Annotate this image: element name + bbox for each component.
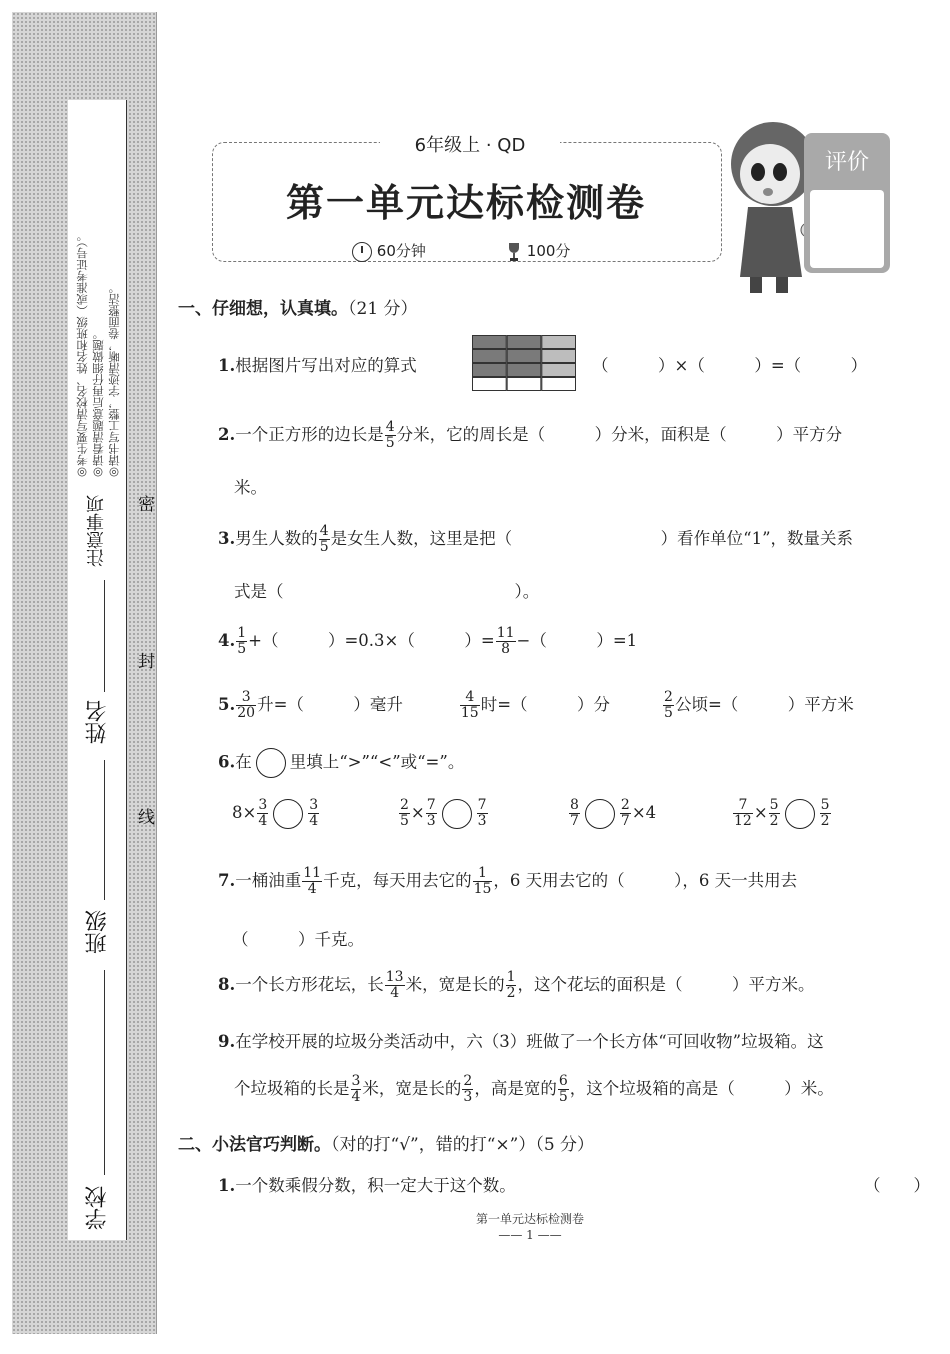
grid-cell bbox=[473, 378, 507, 391]
line bbox=[104, 580, 105, 692]
section-1-points: （21 分） bbox=[348, 299, 418, 319]
compare-item-4 bbox=[732, 798, 832, 829]
grid-cell bbox=[473, 364, 507, 377]
answer-blank[interactable]: ，6 天用去它的（ ），6 天一共用去 bbox=[493, 871, 798, 890]
seal-mi: 密 bbox=[134, 495, 154, 512]
question-3-cont[interactable]: 式是（ ）。 bbox=[234, 582, 540, 601]
numerator: 1 bbox=[237, 625, 247, 641]
compare-circle[interactable] bbox=[442, 799, 472, 829]
fraction bbox=[385, 970, 405, 1001]
denominator: 12 bbox=[734, 813, 752, 829]
fraction bbox=[769, 798, 780, 829]
notice-item: ◎考生要写清校名、姓名和班级（或准考证号）。 bbox=[75, 230, 89, 480]
compare-circle[interactable] bbox=[273, 799, 303, 829]
judge-1-blank[interactable]: （ ） bbox=[864, 1176, 930, 1195]
numerator: 1 bbox=[506, 969, 516, 985]
denominator: 7 bbox=[570, 813, 579, 829]
text: 在 bbox=[235, 752, 252, 772]
question-number: 9. bbox=[218, 1032, 236, 1051]
denominator: 5 bbox=[319, 539, 329, 555]
fraction bbox=[462, 1074, 473, 1105]
fraction bbox=[663, 690, 674, 721]
section-2-heading bbox=[178, 1130, 594, 1155]
compare-item-1 bbox=[232, 798, 320, 829]
denominator: 5 bbox=[237, 641, 247, 657]
denominator: 2 bbox=[820, 813, 830, 829]
notice-item: ◎请书写工整，字迹清晰，卷面整洁。 bbox=[107, 282, 121, 480]
text: 一桶油重 bbox=[235, 871, 302, 890]
numerator: 3 bbox=[236, 690, 256, 706]
numerator: 11 bbox=[496, 625, 515, 641]
question-number: 1. bbox=[218, 356, 236, 375]
notice-item: ◎请看清题意后再仔细做题。 bbox=[91, 328, 105, 480]
evaluation-field[interactable] bbox=[810, 190, 884, 268]
question-7-cont[interactable]: （ ）千克。 bbox=[232, 930, 364, 949]
fraction bbox=[236, 626, 247, 657]
numerator: 3 bbox=[258, 797, 268, 813]
fraction bbox=[460, 690, 480, 721]
numerator: 5 bbox=[769, 797, 779, 813]
fraction bbox=[473, 866, 493, 897]
score-text: 100分 bbox=[526, 242, 571, 260]
numerator: 4 bbox=[319, 523, 329, 539]
page-number: —— 1 —— bbox=[498, 1228, 562, 1242]
answer-blank[interactable]: ，这个花坛的面积是（ ）平方米。 bbox=[517, 975, 815, 994]
question-8 bbox=[218, 970, 814, 1001]
denominator: 15 bbox=[473, 881, 492, 897]
question-number: 1. bbox=[218, 1176, 236, 1195]
fraction bbox=[569, 798, 580, 829]
question-7 bbox=[218, 866, 797, 897]
numerator: 2 bbox=[400, 797, 409, 813]
denominator: 8 bbox=[501, 641, 511, 657]
fraction bbox=[236, 690, 256, 721]
text: 一个正方形的边长是 bbox=[235, 425, 384, 444]
question-9 bbox=[218, 1028, 824, 1052]
grid-cell bbox=[542, 364, 576, 377]
fraction bbox=[733, 798, 753, 829]
section-1-heading bbox=[178, 294, 418, 319]
denominator: 4 bbox=[307, 881, 317, 897]
text: 男生人数的 bbox=[235, 529, 318, 548]
compare-item-2 bbox=[398, 798, 489, 829]
numerator: 11 bbox=[303, 865, 322, 881]
numerator: 2 bbox=[664, 689, 673, 705]
numerator: 13 bbox=[385, 969, 404, 985]
seal-feng: 封 bbox=[134, 652, 154, 669]
grid-cell bbox=[542, 378, 576, 391]
time-text: 60分钟 bbox=[376, 242, 426, 260]
numerator: 1 bbox=[473, 866, 493, 882]
numerator: 3 bbox=[351, 1073, 361, 1089]
numerator: 5 bbox=[820, 797, 830, 813]
grid-cell bbox=[542, 336, 576, 349]
answer-blank[interactable]: −（ ）=1 bbox=[516, 631, 638, 650]
grid-cell bbox=[507, 336, 541, 349]
numerator: 4 bbox=[385, 419, 395, 435]
question-text: 根据图片写出对应的算式 bbox=[235, 356, 417, 375]
stopwatch-icon bbox=[352, 242, 372, 262]
denominator: 4 bbox=[390, 985, 400, 1001]
question-number: 5. bbox=[218, 695, 236, 714]
grade-label: 6年级上 · QD bbox=[380, 133, 560, 159]
section-2-title: 二、小法官巧判断。 bbox=[178, 1135, 331, 1155]
answer-blank[interactable]: ，这个垃圾箱的高是（ ）米。 bbox=[569, 1079, 834, 1098]
compare-circle-icon bbox=[256, 748, 286, 778]
grid-cell bbox=[473, 350, 507, 363]
text: 个垃圾箱的长是 bbox=[234, 1079, 350, 1098]
name-line[interactable] bbox=[104, 760, 105, 900]
fraction bbox=[820, 798, 831, 829]
section-2-points: （对的打“√”，错的打“×”）（5 分） bbox=[331, 1135, 595, 1155]
question-2 bbox=[218, 420, 842, 451]
text: 一个长方形花坛，长 bbox=[235, 975, 384, 994]
grid-cell bbox=[473, 336, 507, 349]
question-number: 3. bbox=[218, 529, 236, 548]
fraction bbox=[302, 866, 322, 897]
question-6 bbox=[218, 748, 464, 778]
numerator: 7 bbox=[426, 797, 436, 813]
answer-blank[interactable]: 升=（ ）毫升 bbox=[257, 695, 403, 714]
denominator: 20 bbox=[237, 705, 256, 721]
denominator: 5 bbox=[400, 813, 409, 829]
compare-item-3 bbox=[568, 798, 656, 829]
denominator: 4 bbox=[258, 813, 268, 829]
denominator: 5 bbox=[558, 1089, 568, 1105]
denominator: 5 bbox=[385, 435, 395, 451]
denominator: 7 bbox=[620, 813, 630, 829]
grid-cell bbox=[507, 364, 541, 377]
question-5 bbox=[218, 690, 854, 721]
fraction bbox=[385, 420, 396, 451]
judge-1 bbox=[218, 1172, 516, 1196]
text: × bbox=[410, 803, 425, 822]
denominator: 15 bbox=[460, 705, 479, 721]
fraction bbox=[257, 798, 268, 829]
notice-list bbox=[74, 150, 122, 480]
question-1-blanks[interactable]: （ ）×（ ）=（ ） bbox=[592, 356, 868, 375]
fraction bbox=[399, 798, 410, 829]
school-label: 学校 bbox=[85, 1186, 110, 1230]
question-1 bbox=[218, 352, 417, 376]
question-number: 6. bbox=[218, 752, 236, 772]
numerator: 2 bbox=[463, 1073, 473, 1089]
question-2-cont: 米。 bbox=[234, 478, 267, 497]
section-1-title: 一、仔细想，认真填。 bbox=[178, 299, 348, 319]
text: 米，宽是长的 bbox=[362, 1079, 462, 1098]
question-text: 一个数乘假分数，积一定大于这个数。 bbox=[235, 1176, 516, 1195]
text: ，高是宽的 bbox=[474, 1079, 557, 1098]
text: 8× bbox=[232, 803, 257, 822]
answer-blank[interactable]: 分米，它的周长是（ ）分米，面积是（ ）平方分 bbox=[396, 425, 843, 444]
numerator: 6 bbox=[558, 1073, 568, 1089]
text: ×4 bbox=[631, 803, 657, 822]
notice-title: 注意事项 bbox=[86, 495, 107, 567]
grid-cell bbox=[542, 350, 576, 363]
grid-cell bbox=[507, 378, 541, 391]
cartoon-girl-illustration bbox=[718, 112, 818, 297]
footer-title: 第一单元达标检测卷 bbox=[475, 1212, 584, 1226]
denominator: 3 bbox=[426, 813, 436, 829]
denominator: 4 bbox=[309, 813, 319, 829]
denominator: 2 bbox=[506, 985, 516, 1001]
fraction bbox=[620, 798, 631, 829]
text: × bbox=[753, 803, 768, 822]
panel-border bbox=[126, 100, 127, 1240]
answer-blank[interactable]: +（ ）=0.3×（ ）= bbox=[248, 631, 495, 650]
fraction-grid-figure bbox=[472, 335, 576, 391]
denominator: 4 bbox=[351, 1089, 361, 1105]
answer-blank[interactable]: 公顷=（ ）平方米 bbox=[674, 695, 854, 714]
fraction bbox=[558, 1074, 569, 1105]
fraction bbox=[477, 798, 488, 829]
question-9-cont bbox=[234, 1074, 834, 1105]
denominator: 3 bbox=[463, 1089, 473, 1105]
numerator: 7 bbox=[477, 797, 487, 813]
numerator: 3 bbox=[309, 797, 319, 813]
text: 千克，每天用去它的 bbox=[323, 871, 472, 890]
class-line[interactable] bbox=[104, 970, 105, 1175]
text: 里填上“>”“<”或“=”。 bbox=[289, 752, 465, 772]
answer-blank[interactable]: 是女生人数，这里是把（ ）看作单位“1”，数量关系 bbox=[330, 529, 854, 548]
fraction bbox=[426, 798, 437, 829]
text: 米，宽是长的 bbox=[405, 975, 505, 994]
fraction bbox=[308, 798, 319, 829]
page-title: 第一单元达标检测卷 bbox=[285, 180, 646, 225]
numerator: 2 bbox=[620, 797, 630, 813]
question-number: 2. bbox=[218, 425, 236, 444]
compare-circle[interactable] bbox=[585, 799, 615, 829]
answer-blank[interactable]: 时=（ ）分 bbox=[480, 695, 611, 714]
question-number: 4. bbox=[218, 631, 236, 650]
denominator: 3 bbox=[477, 813, 487, 829]
question-3 bbox=[218, 524, 853, 555]
fraction bbox=[496, 626, 516, 657]
fraction bbox=[506, 970, 517, 1001]
evaluation-label: 评价 bbox=[824, 150, 869, 175]
grid-cell bbox=[507, 350, 541, 363]
time-limit bbox=[352, 240, 426, 262]
text: 在学校开展的垃圾分类活动中，六（3）班做了一个长方体“可回收物”垃圾箱。这 bbox=[235, 1032, 824, 1051]
numerator: 8 bbox=[570, 797, 579, 813]
numerator: 4 bbox=[460, 690, 480, 706]
question-number: 8. bbox=[218, 975, 236, 994]
name-label: 姓名 bbox=[85, 700, 110, 744]
class-label: 班级 bbox=[85, 910, 110, 954]
fraction bbox=[351, 1074, 362, 1105]
numerator: 7 bbox=[733, 798, 753, 814]
compare-circle[interactable] bbox=[785, 799, 815, 829]
question-4 bbox=[218, 626, 637, 657]
trophy-icon bbox=[506, 242, 522, 262]
denominator: 5 bbox=[664, 705, 673, 721]
full-score bbox=[506, 240, 570, 262]
denominator: 2 bbox=[769, 813, 779, 829]
seal-xian: 线 bbox=[134, 808, 154, 825]
question-number: 7. bbox=[218, 871, 236, 890]
fraction bbox=[319, 524, 330, 555]
